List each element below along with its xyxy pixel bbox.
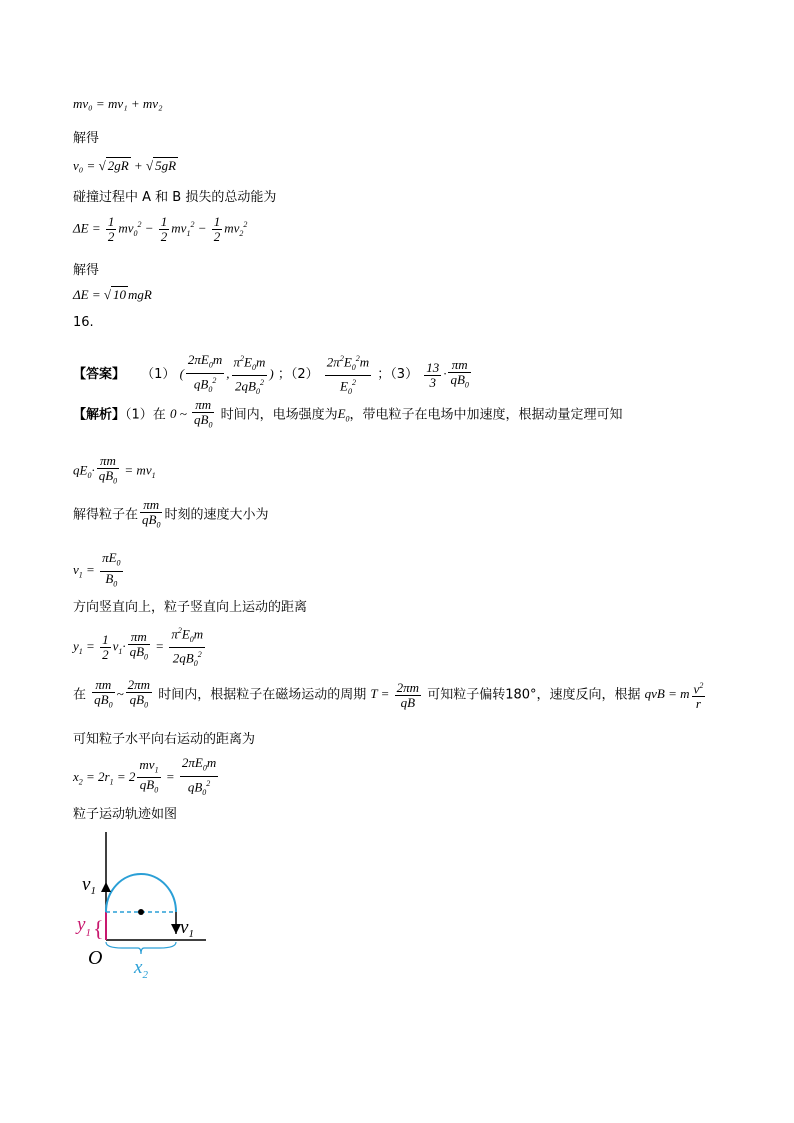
analysis-line-6: 粒子运动轨迹如图 <box>73 807 178 822</box>
analysis-line-4: 在 $\frac{\pi m}{qB_0}$ ~ $\frac{2\pi m}{qB_0}$ 时间内，根据粒子在磁场运动的周期 T = $\frac{2\pi m}{qB}$ 可知粒子偏转180°，速度反向，根据 qvB = m $\frac{v^2}{r}$ <box>73 677 704 712</box>
y1-label: $y_1$ <box>77 914 91 939</box>
impulse-equation: $qE_0\cdot$ $\frac{\pi m}{qB_0}$ = $mv_1$ <box>73 453 156 486</box>
analysis-line-2: 解得粒子在 $\frac{\pi m}{qB_0}$ 时刻的速度大小为 <box>73 497 269 530</box>
analysis-line-5: 可知粒子水平向右运动的距离为 <box>73 732 256 747</box>
energy-loss-text: 碰撞过程中 A 和 B 损失的总动能为 <box>73 190 277 205</box>
solve-label-2: 解得 <box>73 263 100 278</box>
question-number: 16. <box>73 315 94 330</box>
origin-label: O <box>88 947 103 969</box>
v1-top-label: $v_1$ <box>82 874 96 897</box>
analysis-line-1: 【解析】（1）在 0 ~ $\frac{\pi m}{qB_0}$ 时间内，电场强度为$E_0$，带电粒子在电场中加速度，根据动量定理可知 <box>73 397 623 430</box>
solve-label-1: 解得 <box>73 131 100 146</box>
trajectory-figure <box>72 830 212 980</box>
energy-loss-equation: ΔE = $\frac{1}{2}$ $mv_0^2$ − $\frac{1}{2}$ $mv_1^2$ − $\frac{1}{2}$ $mv_2^2$ <box>73 214 248 244</box>
x2-equation: $x_2 = 2r_1 = 2$ $\frac{mv_1}{qB_0}$ = $\frac{2\pi E_0m}{qB_0^2}$ <box>73 755 217 797</box>
momentum-equation: mv₀ = mv₁ + mv₂ <box>73 96 163 111</box>
energy-result: ΔE = √ 10 mgR <box>73 287 152 302</box>
answer-row: 【答案】 （1） ( $\frac{2\pi E_0m}{qB_0^2}$ , $\frac{\pi^2E_0m}{2qB_0^2}$ ) ；（2） $\frac{2\pi^2E_0^2m}{E_0^2}$ ；（3） $\frac{13}{3}$ · $\frac{\pi m}{qB_0}$ <box>73 352 469 396</box>
semicircle-path <box>106 874 176 912</box>
y1-equation: $y_1$ = $\frac{1}{2}$ $v_1\cdot$ $\frac{\pi m}{qB_0}$ = $\frac{\pi^2E_0m}{2qB_0^2}$ <box>73 626 204 668</box>
analysis-line-3: 方向竖直向上，粒子竖直向上运动的距离 <box>73 600 308 615</box>
v1-right-label: $v_1$ <box>180 917 194 940</box>
x2-label: $x_2$ <box>134 957 148 980</box>
v0-equation: v₀ = √ 2gR + √ 5gR <box>73 158 177 173</box>
up-arrow-icon <box>101 882 111 892</box>
v1-equation: $v_1$ = $\frac{\pi E_0}{B_0}$ <box>73 550 121 589</box>
center-dot <box>138 909 144 915</box>
svg-text:{: { <box>93 916 104 941</box>
